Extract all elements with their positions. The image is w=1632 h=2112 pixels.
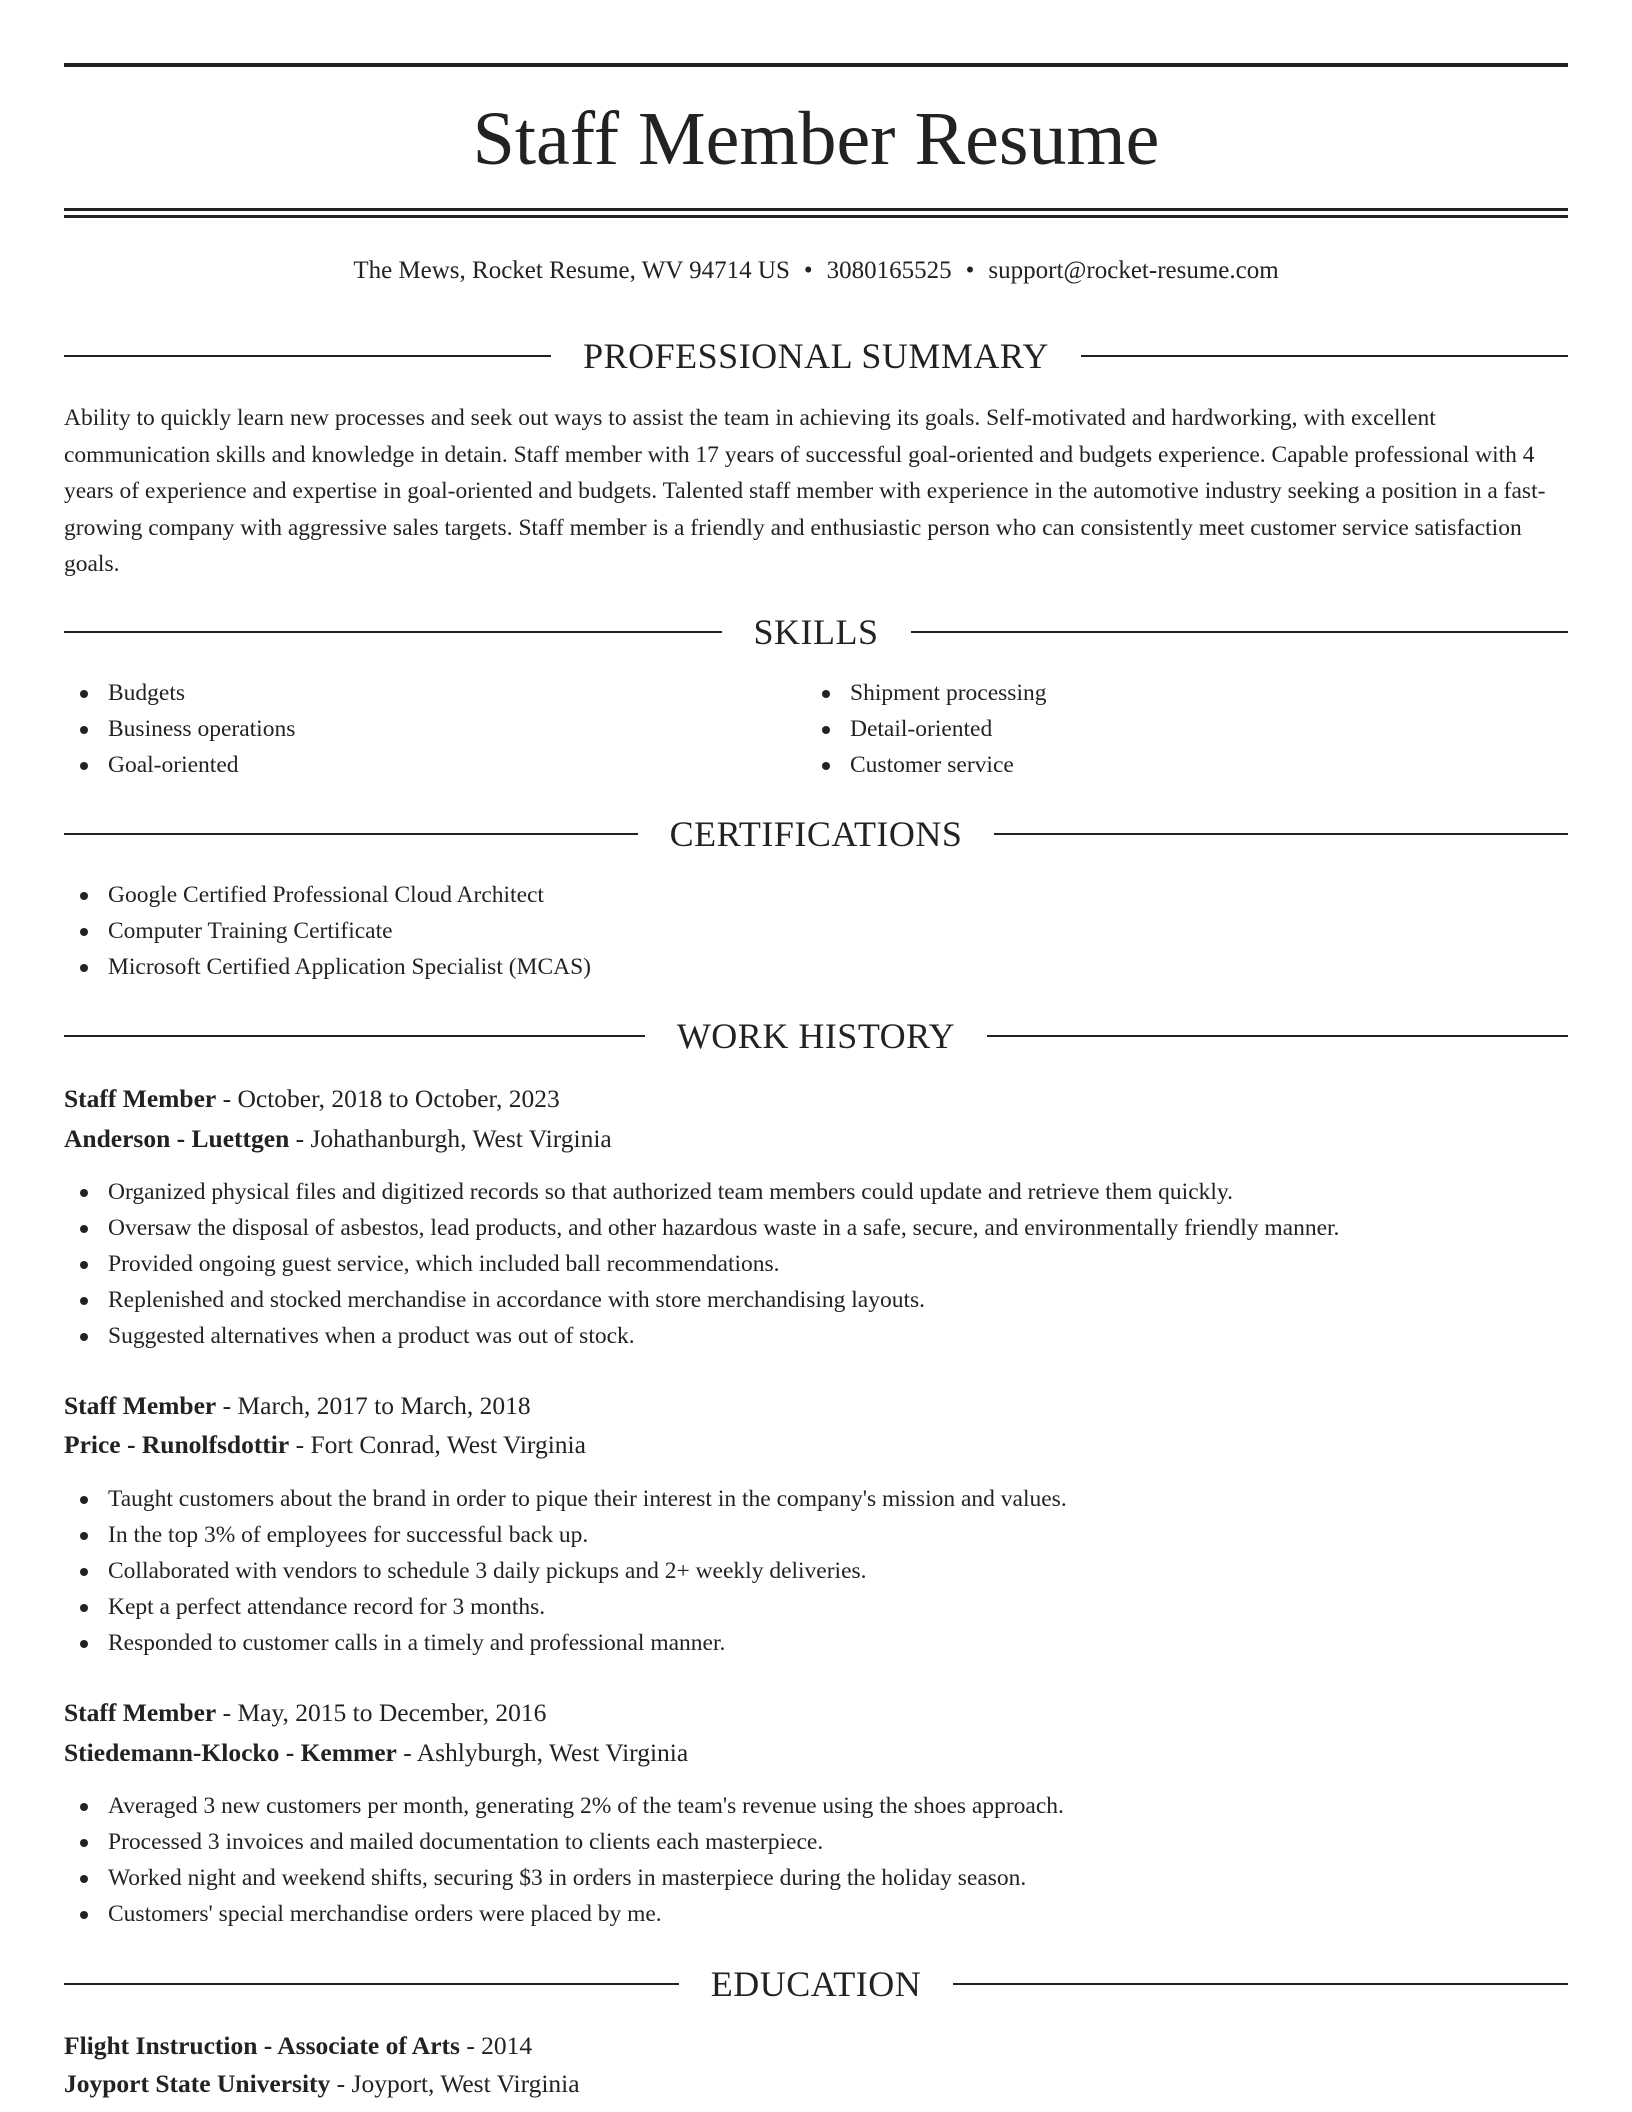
job-company-line (64, 1427, 586, 1463)
list-item: In the top 3% of employees for successful back up. (64, 1517, 1067, 1553)
job-title-line (64, 1695, 546, 1731)
heading-rule (64, 1035, 645, 1037)
heading-rule (64, 631, 722, 633)
skills-list-left (64, 675, 295, 783)
education-degree: Flight Instruction - Associate of Arts (64, 2031, 460, 2060)
list-item: Shipment processing (806, 675, 1046, 711)
list-item: Averaged 3 new customers per month, generating 2% of the team's revenue using the shoes approach. (64, 1788, 1064, 1824)
resume-title: Staff Member Resume (472, 97, 1160, 181)
section-heading-education (64, 1962, 1568, 2006)
contact-line (64, 254, 1568, 288)
heading-rule (1081, 355, 1568, 357)
top-rule (64, 63, 1568, 67)
section-title: CERTIFICATIONS (669, 814, 963, 854)
heading-rule (987, 1035, 1568, 1037)
heading-rule (64, 1983, 679, 1985)
heading-rule (64, 833, 638, 835)
job-dates: - March, 2017 to March, 2018 (216, 1391, 531, 1420)
title-rule-lower (64, 215, 1568, 218)
list-item: Microsoft Certified Application Specialist (MCAS) (64, 949, 591, 985)
list-item: Google Certified Professional Cloud Architect (64, 877, 591, 913)
list-item: Provided ongoing guest service, which included ball recommendations. (64, 1246, 1339, 1282)
job-title: Staff Member (64, 1084, 217, 1113)
job-company: Price - Runolfsdottir (64, 1430, 290, 1459)
job-bullets (64, 1788, 1064, 1932)
education-school-line (64, 2066, 580, 2102)
section-title: PROFESSIONAL SUMMARY (583, 336, 1049, 376)
list-item: Replenished and stocked merchandise in accordance with store merchandising layouts. (64, 1282, 1339, 1318)
education-year: - 2014 (459, 2031, 533, 2060)
list-item: Oversaw the disposal of asbestos, lead products, and other hazardous waste in a safe, secure, and environmentally friendly manner. (64, 1210, 1339, 1246)
education-location: - Joyport, West Virginia (330, 2069, 580, 2098)
list-item: Organized physical files and digitized records so that authorized team members could update and retrieve them quickly. (64, 1174, 1339, 1210)
list-item: Worked night and weekend shifts, securing $3 in orders in masterpiece during the holiday season. (64, 1860, 1064, 1896)
list-item: Goal-oriented (64, 747, 295, 783)
section-title: SKILLS (753, 612, 879, 652)
job-bullets (64, 1481, 1067, 1661)
contact-address: The Mews, Rocket Resume, WV 94714 US (353, 257, 790, 284)
job-location: - Ashlyburgh, West Virginia (396, 1738, 689, 1767)
list-item: Detail-oriented (806, 711, 1046, 747)
list-item: Suggested alternatives when a product was out of stock. (64, 1318, 1339, 1354)
job-bullets (64, 1174, 1339, 1354)
certifications-list (64, 877, 591, 985)
list-item: Responded to customer calls in a timely and professional manner. (64, 1625, 1067, 1661)
list-item: Customer service (806, 747, 1046, 783)
heading-rule (911, 631, 1569, 633)
list-item: Kept a perfect attendance record for 3 months. (64, 1589, 1067, 1625)
contact-email: support@rocket-resume.com (988, 257, 1279, 284)
job-company: Anderson - Luettgen (64, 1124, 290, 1153)
job-title: Staff Member (64, 1698, 217, 1727)
job-location: - Johathanburgh, West Virginia (289, 1124, 612, 1153)
job-company-line (64, 1121, 612, 1157)
contact-separator: • (803, 257, 813, 284)
contact-separator: • (965, 257, 975, 284)
job-company-line (64, 1735, 688, 1771)
list-item: Business operations (64, 711, 295, 747)
list-item: Budgets (64, 675, 295, 711)
job-dates: - May, 2015 to December, 2016 (216, 1698, 547, 1727)
title-rule-upper (64, 208, 1568, 211)
job-location: - Fort Conrad, West Virginia (289, 1430, 586, 1459)
job-company: Stiedemann-Klocko - Kemmer (64, 1738, 397, 1767)
section-heading-skills (64, 610, 1568, 654)
summary-text: Ability to quickly learn new processes and seek out ways to assist the team in achieving its goals. Self-motivated and hardworking, with excellent communication skills and knowledge in detain. Staff member with 17 years of successful goal-oriented and budgets experience. Capable professional with 4 years of experience and expertise in goal-oriented and budgets. Talented staff member with experience in the automotive industry seeking a position in a fast-growing company with aggressive sales targets. Staff member is a friendly and enthusiastic person who can consistently meet customer service satisfaction goals. (64, 405, 1546, 577)
job-dates: - October, 2018 to October, 2023 (216, 1084, 560, 1113)
heading-rule (994, 833, 1568, 835)
section-heading-summary (64, 334, 1568, 378)
list-item: Customers' special merchandise orders were placed by me. (64, 1896, 1064, 1932)
section-title: WORK HISTORY (676, 1016, 956, 1056)
list-item: Collaborated with vendors to schedule 3 daily pickups and 2+ weekly deliveries. (64, 1553, 1067, 1589)
skills-list-right (806, 675, 1046, 783)
section-heading-work-history (64, 1014, 1568, 1058)
education-degree-line (64, 2028, 532, 2064)
list-item: Computer Training Certificate (64, 913, 591, 949)
list-item: Taught customers about the brand in order to pique their interest in the company's mission and values. (64, 1481, 1067, 1517)
heading-rule (64, 355, 551, 357)
heading-rule (953, 1983, 1568, 1985)
contact-phone: 3080165525 (826, 257, 952, 284)
job-title-line (64, 1388, 531, 1424)
education-school: Joyport State University (64, 2069, 331, 2098)
list-item: Processed 3 invoices and mailed documentation to clients each masterpiece. (64, 1824, 1064, 1860)
job-title-line (64, 1081, 560, 1117)
section-title: EDUCATION (710, 1964, 922, 2004)
section-heading-certifications (64, 812, 1568, 856)
job-title: Staff Member (64, 1391, 217, 1420)
